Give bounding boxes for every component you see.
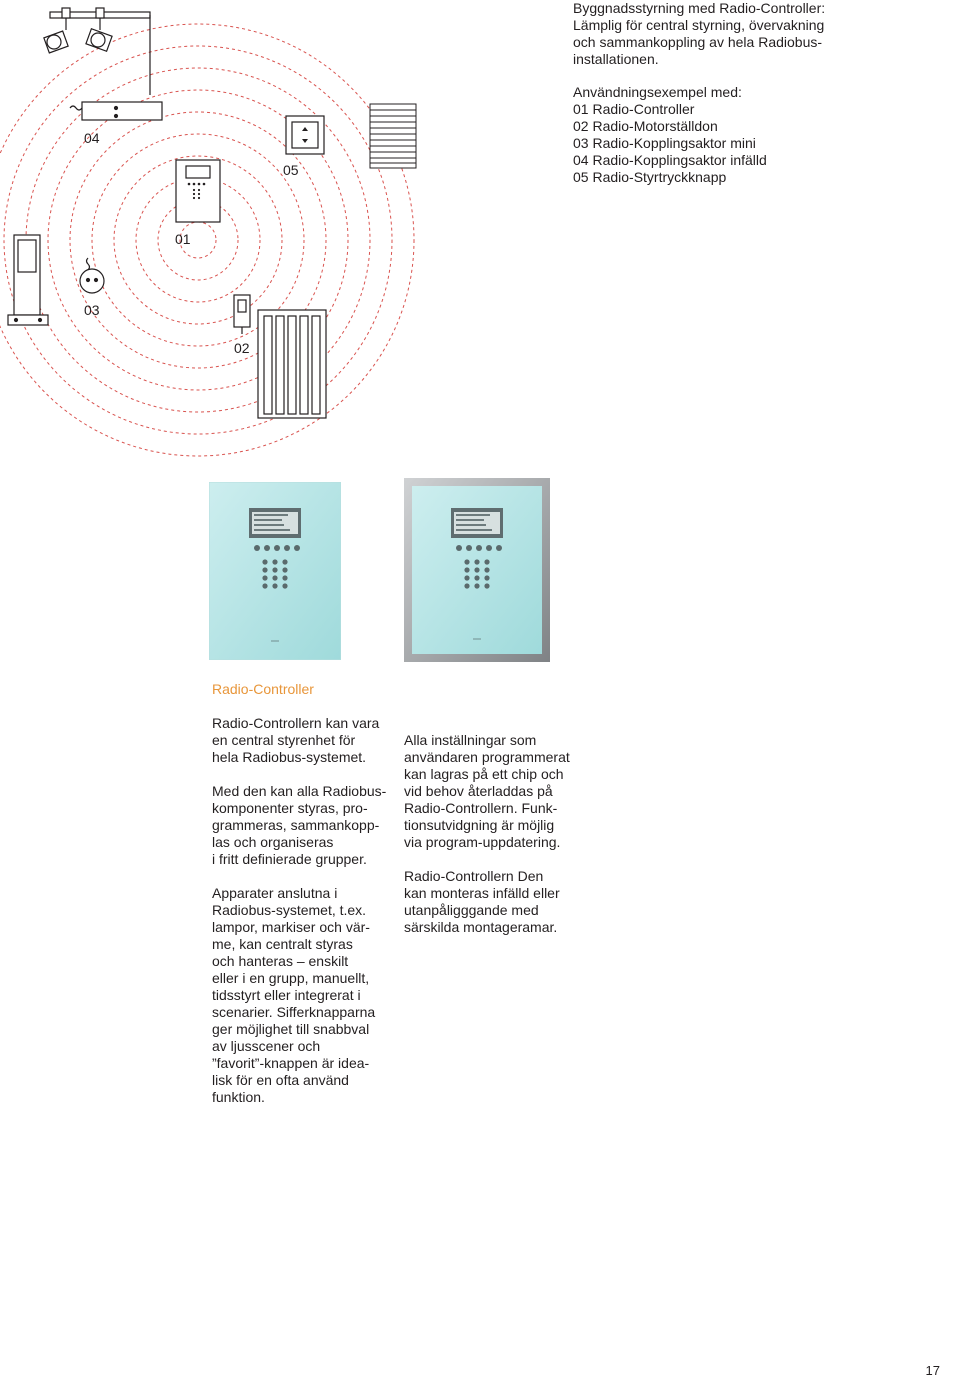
text-line: särskilda montageramar. [404,919,558,935]
text-line: tidsstyrt eller integrerat i [212,987,361,1003]
controller-panel-photo-plain [209,482,341,660]
text-line: funktion. [212,1089,265,1105]
text-line: tionsutvidgning är möjlig [404,817,555,833]
header-text [573,0,953,68]
text-line: vid behov återladdas på [404,783,553,799]
header-line: Byggnadsstyrning med Radio-Controller: [573,0,826,16]
text-line: via program-uppdatering. [404,834,561,850]
radio-range-rings [0,24,414,456]
legend-title: Användningsexempel med: [573,84,742,100]
text-line: Radio-Controllern. Funk- [404,800,558,816]
page-number: 17 [925,1363,940,1378]
text-line: grammeras, sammankopp- [212,817,380,833]
diagram-label-04: 04 [84,130,100,146]
text-line: Alla inställningar som [404,732,537,748]
text-line: kan lagras på ett chip och [404,766,564,782]
text-line: utanpåligggande med [404,902,539,918]
text-line: scenarier. Sifferknapparna [212,1004,376,1020]
text-line: en central styrenhet för [212,732,356,748]
text-line: Apparater anslutna i [212,885,338,901]
radiator-actuator-icon [234,295,326,418]
legend-item: 02 Radio-Motorställdon [573,118,718,134]
text-line: las och organiseras [212,834,334,850]
range-ring [4,46,392,434]
blind-icon [370,104,416,168]
text-line: Radio-Controllern kan vara [212,715,380,731]
diagram-label-03: 03 [84,302,100,318]
text-line: Med den kan alla Radiobus- [212,783,387,799]
paragraph [212,715,392,766]
range-ring [0,24,414,456]
right-text-column [404,732,584,953]
header-line: och sammankoppling av hela Radiobus- [573,34,823,50]
text-line: lampor, markiser och vär- [212,919,370,935]
text-line: me, kan centralt styras [212,936,353,952]
paragraph [404,868,584,936]
text-line: i fritt definierade grupper. [212,851,367,867]
legend-item: 01 Radio-Controller [573,101,695,117]
text-line: och hanteras – enskilt [212,953,349,969]
mini-actuator-icon [80,258,104,293]
text-line: kan monteras infälld eller [404,885,560,901]
radiobus-diagram [0,0,560,470]
ceiling-spotlights-icon [44,8,150,95]
pushbutton-icon [286,116,324,154]
text-line: eller i en grupp, manuellt, [212,970,370,986]
text-line: av ljusscener och [212,1038,321,1054]
paragraph [212,885,392,1106]
text-line: komponenter styras, pro- [212,800,368,816]
diagram-label-05: 05 [283,162,299,178]
header-line: installationen. [573,51,659,67]
text-line: hela Radiobus-systemet. [212,749,367,765]
diagram-label-02: 02 [234,340,250,356]
paragraph [404,732,584,851]
controller-panel-photo-framed [404,478,550,662]
text-line: användaren programmerat [404,749,570,765]
legend [573,84,953,186]
text-line: ger möjlighet till snabbval [212,1021,370,1037]
header-line: Lämplig för central styrning, övervakning [573,17,825,33]
controller-icon [176,160,220,222]
diagram-label-01: 01 [175,231,191,247]
left-text-column [212,715,392,1123]
legend-item: 05 Radio-Styrtryckknapp [573,169,727,185]
flush-actuator-icon [70,102,162,120]
legend-item: 04 Radio-Kopplingsaktor infälld [573,152,767,168]
text-line: lisk för en ofta använd [212,1072,349,1088]
section-heading: Radio-Controller [212,681,314,697]
paragraph [212,783,392,868]
legend-item: 03 Radio-Kopplingsaktor mini [573,135,756,151]
garden-lamp-post-icon [8,235,48,325]
text-line: ”favorit”-knappen är idea- [212,1055,370,1071]
text-line: Radiobus-systemet, t.ex. [212,902,367,918]
text-line: Radio-Controllern Den [404,868,544,884]
